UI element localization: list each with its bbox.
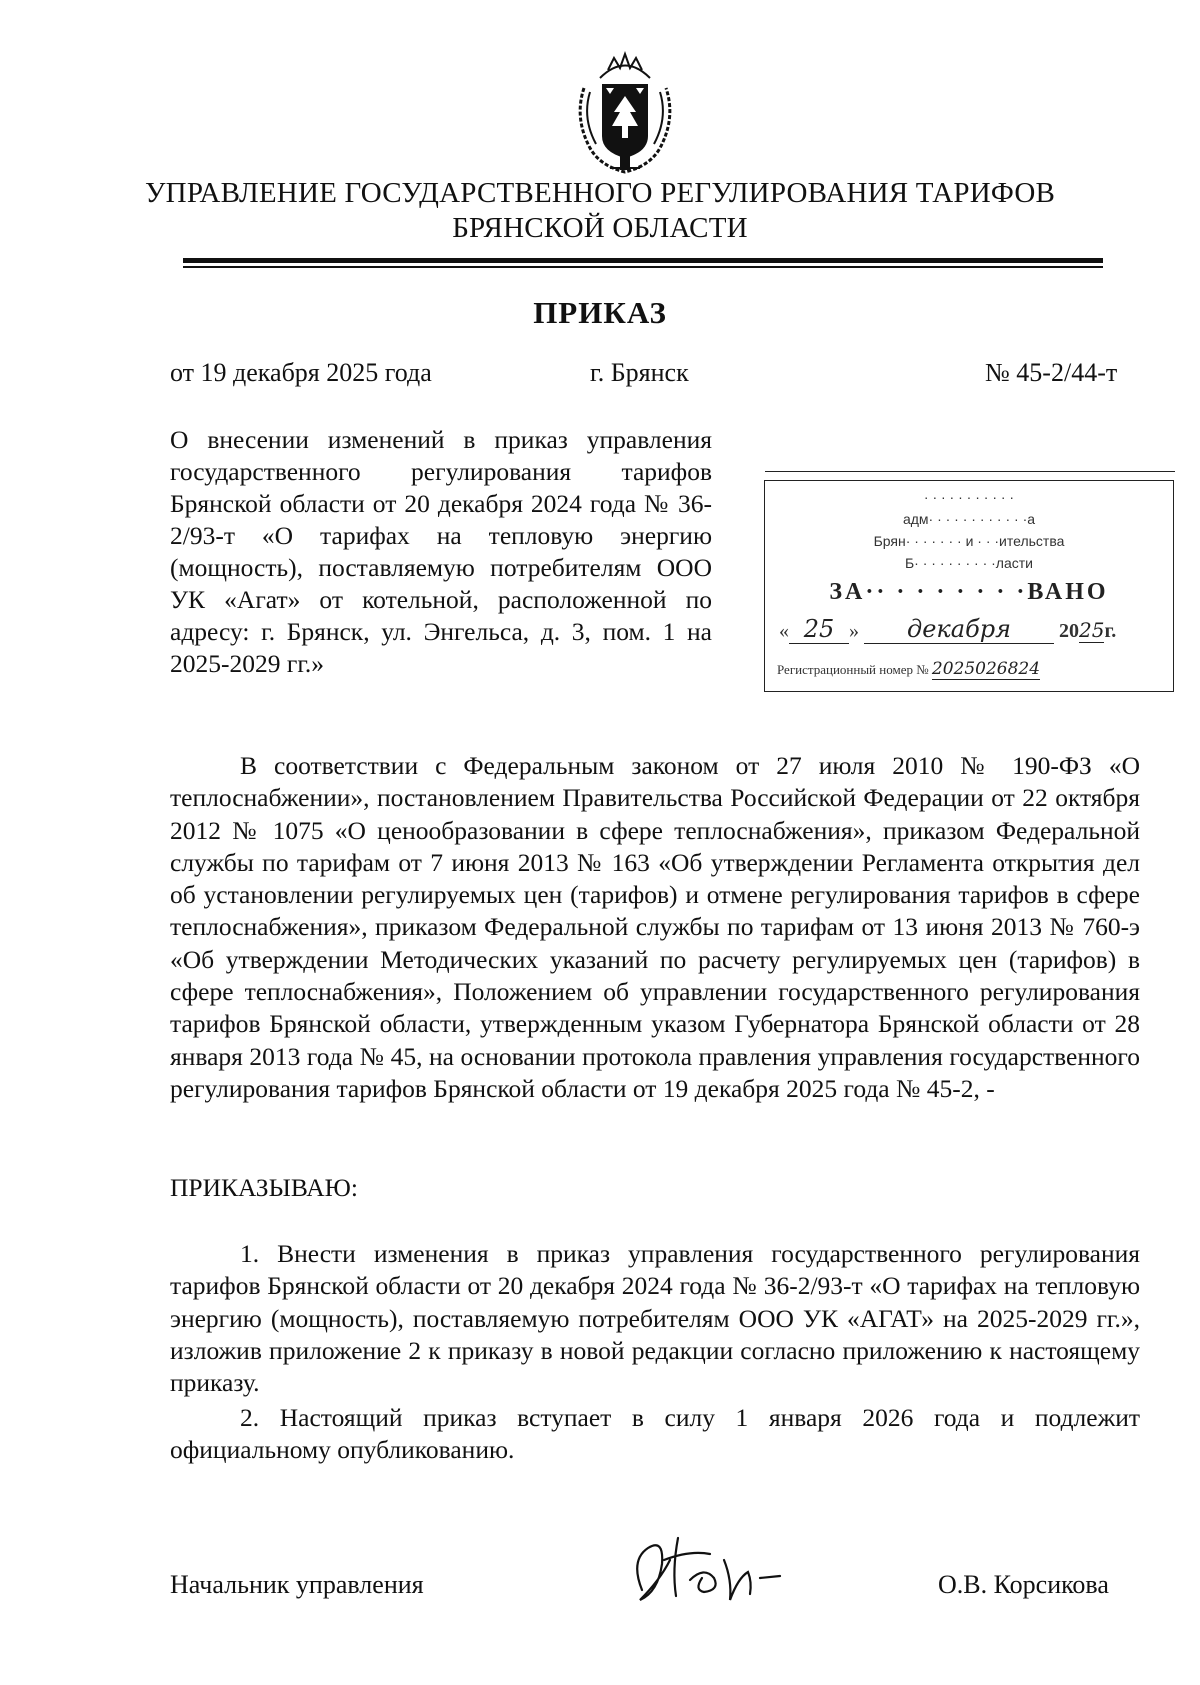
stamp-year-end: г. [1104, 620, 1117, 642]
stamp-regnum: 2025026824 [931, 659, 1041, 679]
stamp-line-1: · · · · · · · · · · · [923, 489, 1015, 505]
document-subject: О внесении изменений в приказ управления государственного регулирования тарифов Брянской области от 20 декабря 2024 года № 36-2/93-т «О тарифах на тепловую энергию (мощность), поставляемую потребителям ООО УК «Агат» от котельной, расположенной по адресу: г. Брянск, ул. Энгельса, д. 3, пом. 1 на 2025-2029 гг.» [170, 425, 712, 678]
organization-name-line1: УПРАВЛЕНИЕ ГОСУДАРСТВЕННОГО РЕГУЛИРОВАНИЯ ТАРИФОВ [144, 177, 1056, 209]
stamp-date-row: « 25 » декабря 2025г. [779, 615, 1117, 643]
handwritten-signature [620, 1520, 800, 1610]
stamp-year-prefix: 20 [1059, 620, 1079, 642]
preamble-paragraph: В соответствии с Федеральным законом от 27 июля 2010 № 190-ФЗ «О теплоснабжении», постановлением Правительства Российской Федерации от 22 октября 2012 № 1075 «О ценообразовании в сфере теплоснабжения», приказом Федеральной службы по тарифам от 7 июня 2013 № 163 «Об утверждении Регламента открытия дел об установлении регулируемых цен (тарифов) и отмене регулирования тарифов в сфере теплоснабжения», приказом Федеральной службы по тарифам от 13 июня 2013 № 760-э «Об утверждении Методических указаний по расчету регулируемых цен (тарифов) в сфере теплоснабжения», Положением об управлении государственного регулирования тарифов Брянской области, утвержденным указом Губернатора Брянской области от 28 января 2013 года № 45, на основании протокола правления управления государственного регулирования тарифов Брянской области от 19 декабря 2025 года № 45-2, - [170, 751, 1140, 1103]
document-city: г. Брянск [590, 358, 689, 387]
stamp-top-border [765, 471, 1175, 482]
signatory-position: Начальник управления [170, 1570, 424, 1599]
document-date: от 19 декабря 2025 года [170, 358, 432, 387]
stamp-registered: ЗА·· · · · · · · ·ВАНО [829, 579, 1109, 605]
stamp-line-3: Брян· · · · · · · и · · ·ительства [873, 533, 1065, 549]
order-item-1: 1. Внести изменения в приказ управления государственного регулирования тарифов Брянской области от 20 декабря 2024 года № 36-2/93-т «О тарифах на тепловую энергию (мощность), поставляемую потребителям ООО УК «АГАТ» на 2025-2029 гг.», изложив приложение 2 к приказу в новой редакции согласно приложению к настоящему приказу. [170, 1239, 1140, 1398]
header-rule-thick [183, 258, 1103, 263]
organization-name-line2: БРЯНСКОЙ ОБЛАСТИ [452, 212, 748, 244]
stamp-regnum-label: Регистрационный номер № [777, 662, 929, 677]
stamp-line-2: адм· · · · · · · · · · · ·а [902, 511, 1036, 527]
order-word: ПРИКАЗЫВАЮ: [170, 1173, 358, 1202]
registration-stamp [764, 480, 1174, 692]
signatory-name: О.В. Корсикова [938, 1570, 1109, 1599]
document-number: № 45-2/44-т [985, 358, 1118, 387]
stamp-day: 25 [789, 615, 849, 644]
stamp-month: декабря [864, 615, 1054, 644]
header-rule-thin [183, 266, 1103, 268]
stamp-year-suffix: 25 [1079, 618, 1105, 642]
stamp-regnum-row [765, 659, 1185, 679]
order-item-2: 2. Настоящий приказ вступает в силу 1 января 2026 года и подлежит официальному опубликованию. [170, 1403, 1140, 1465]
document-title: ПРИКАЗ [533, 295, 667, 330]
coat-of-arms-emblem [570, 48, 680, 178]
stamp-line-4: Б· · · · · · · · · ·ласти [904, 555, 1033, 571]
